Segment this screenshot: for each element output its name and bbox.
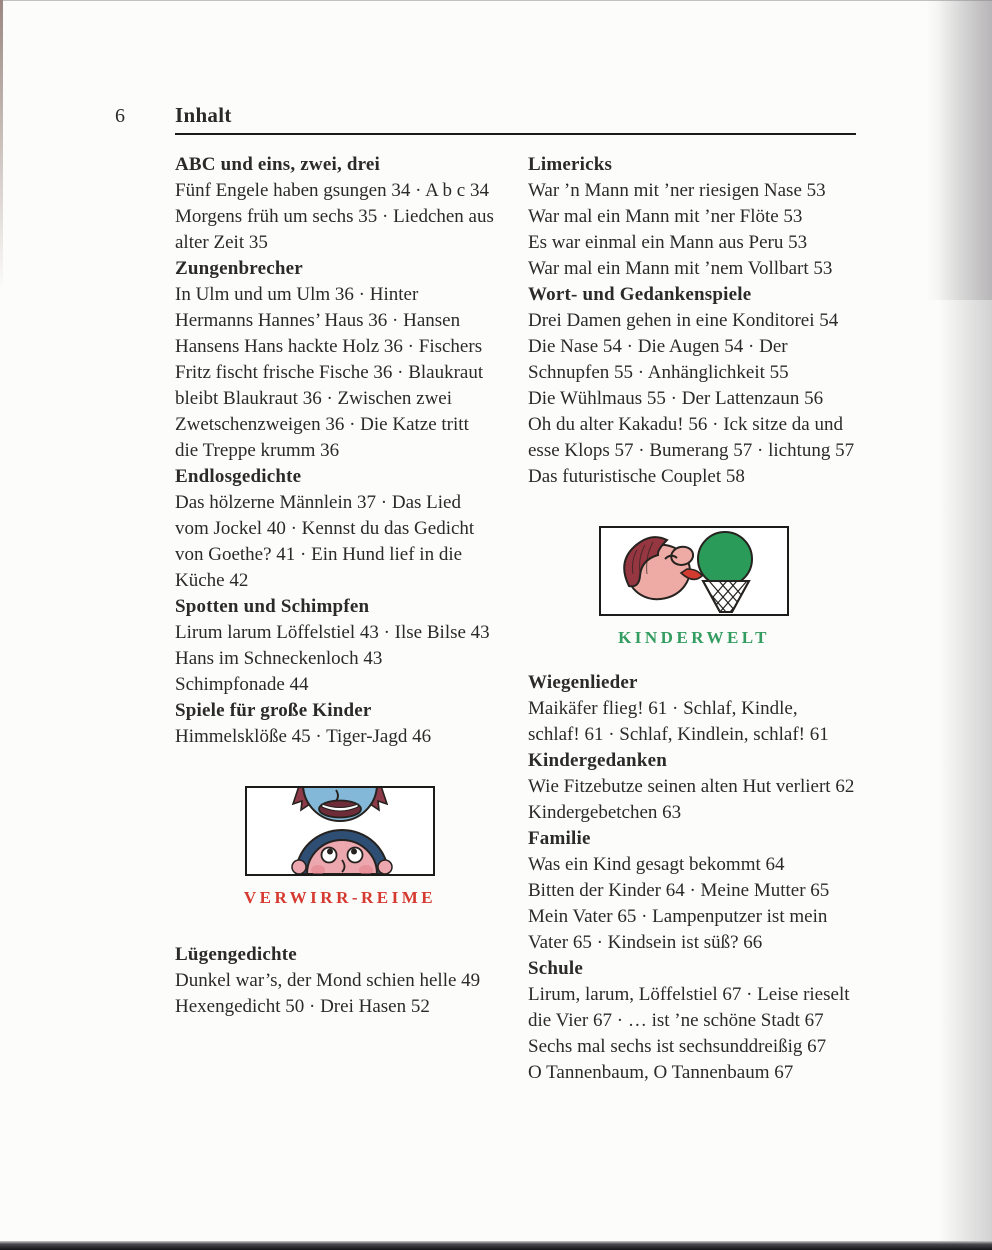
toc-entry: Es war einmal ein Mann aus Peru 53 [528,232,808,253]
toc-column-left [175,152,505,1020]
toc-entry: Was ein Kind gesagt bekommt 64 [528,854,785,875]
toc-entry: Küche 42 [175,570,249,591]
toc-section-heading: Endlosgedichte [175,466,302,487]
toc-entry: Hermanns Hannes’ Haus 36 · Hansen [175,310,461,331]
toc-section-heading: Lügengedichte [175,944,297,965]
toc-column-right [528,152,860,1086]
toc-entry: Hexengedicht 50 · Drei Hasen 52 [175,996,430,1017]
toc-entry: War ’n Mann mit ’ner riesigen Nase 53 [528,180,826,201]
page-curve-shadow-right-top [926,0,992,300]
figure-verwirr-reime [240,786,440,908]
toc-entry: Wie Fitzebutze seinen alten Hut verliert 62 [528,776,855,797]
book-gutter-edge-left [0,0,3,290]
upward-looking-face [292,830,392,874]
upside-down-face [293,788,387,821]
toc-entry: Kindergebetchen 63 [528,802,682,823]
toc-section-heading: Familie [528,828,591,849]
toc-section-heading: Zungenbrecher [175,258,303,279]
figure-caption: KINDERWELT [618,628,770,647]
toc-section-heading: Spiele für große Kinder [175,700,372,721]
toc-entry: Himmelsklöße 45 · Tiger-Jagd 46 [175,726,432,747]
toc-entry: Schnupfen 55 · Anhänglichkeit 55 [528,362,789,383]
figure-caption: VERWIRR-REIME [243,888,437,907]
toc-entry: Zwetschenzweigen 36 · Die Katze tritt [175,414,469,435]
toc-entry: Lirum larum Löffelstiel 43 · Ilse Bilse 43 [175,622,490,643]
two-children-faces-illustration [247,788,433,874]
boy-licking-ice-cream-illustration [601,528,787,614]
toc-entry: bleibt Blaukraut 36 · Zwischen zwei [175,388,453,409]
figure-frame [245,786,435,876]
toc-section-heading: Wort- und Gedankenspiele [528,284,752,305]
toc-entry: Drei Damen gehen in eine Konditorei 54 [528,310,839,331]
scan-edge-top [0,0,992,1]
toc-section-heading: Limericks [528,154,613,175]
toc-entry: Sechs mal sechs ist sechsunddreißig 67 [528,1036,827,1057]
toc-entry: Fünf Engele haben gsungen 34 · A b c 34 [175,180,489,201]
toc-entry: schlaf! 61 · Schlaf, Kindlein, schlaf! 61 [528,724,829,745]
toc-entry: die Treppe krumm 36 [175,440,340,461]
toc-entry: Schimpfonade 44 [175,674,309,695]
toc-entry: Die Wühlmaus 55 · Der Lattenzaun 56 [528,388,824,409]
ice-cream-scoop [698,532,752,586]
toc-entry: Morgens früh um sechs 35 · Liedchen aus [175,206,494,227]
toc-entry: Das futuristische Couplet 58 [528,466,745,487]
toc-entry: Die Nase 54 · Die Augen 54 · Der [528,336,788,357]
toc-section-heading: Kindergedanken [528,750,667,771]
toc-section-heading: ABC und eins, zwei, drei [175,154,381,175]
figure-kinderwelt [594,526,794,648]
toc-entry: die Vier 67 · … ist ’ne schöne Stadt 67 [528,1010,824,1031]
ice-cream-cone [693,574,763,614]
toc-entry: Hansens Hans hackte Holz 36 · Fischers [175,336,483,357]
toc-entry: alter Zeit 35 [175,232,268,253]
toc-entry: Mein Vater 65 · Lampenputzer ist mein [528,906,828,927]
toc-section-heading: Spotten und Schimpfen [175,596,370,617]
page-number: 6 [115,105,125,127]
toc-section-heading: Wiegenlieder [528,672,638,693]
toc-entry: Hans im Schneckenloch 43 [175,648,383,669]
toc-entry: Lirum, larum, Löffelstiel 67 · Leise rieselt [528,984,850,1005]
figure-frame [599,526,789,616]
toc-entry: Oh du alter Kakadu! 56 · Ick sitze da und [528,414,843,435]
toc-section-heading: Schule [528,958,584,979]
toc-entry: Vater 65 · Kindsein ist süß? 66 [528,932,763,953]
page-header-title: Inhalt [175,103,232,127]
toc-entry: Maikäfer flieg! 61 · Schlaf, Kindle, [528,698,798,719]
toc-entry: Bitten der Kinder 64 · Meine Mutter 65 [528,880,830,901]
toc-entry: In Ulm und um Ulm 36 · Hinter [175,284,419,305]
toc-entry: Fritz fischt frische Fische 36 · Blaukraut [175,362,484,383]
scan-edge-bottom [0,1241,992,1250]
toc-entry: von Goethe? 41 · Ein Hund lief in die [175,544,463,565]
toc-entry: War mal ein Mann mit ’ner Flöte 53 [528,206,803,227]
toc-entry: vom Jockel 40 · Kennst du das Gedicht [175,518,475,539]
toc-entry: O Tannenbaum, O Tannenbaum 67 [528,1062,794,1083]
toc-entry: War mal ein Mann mit ’nem Vollbart 53 [528,258,833,279]
toc-entry: Das hölzerne Männlein 37 · Das Lied [175,492,461,513]
toc-entry: Dunkel war’s, der Mond schien helle 49 [175,970,481,991]
header-rule [175,133,856,135]
toc-entry: esse Klops 57 · Bumerang 57 · lichtung 57 [528,440,855,461]
